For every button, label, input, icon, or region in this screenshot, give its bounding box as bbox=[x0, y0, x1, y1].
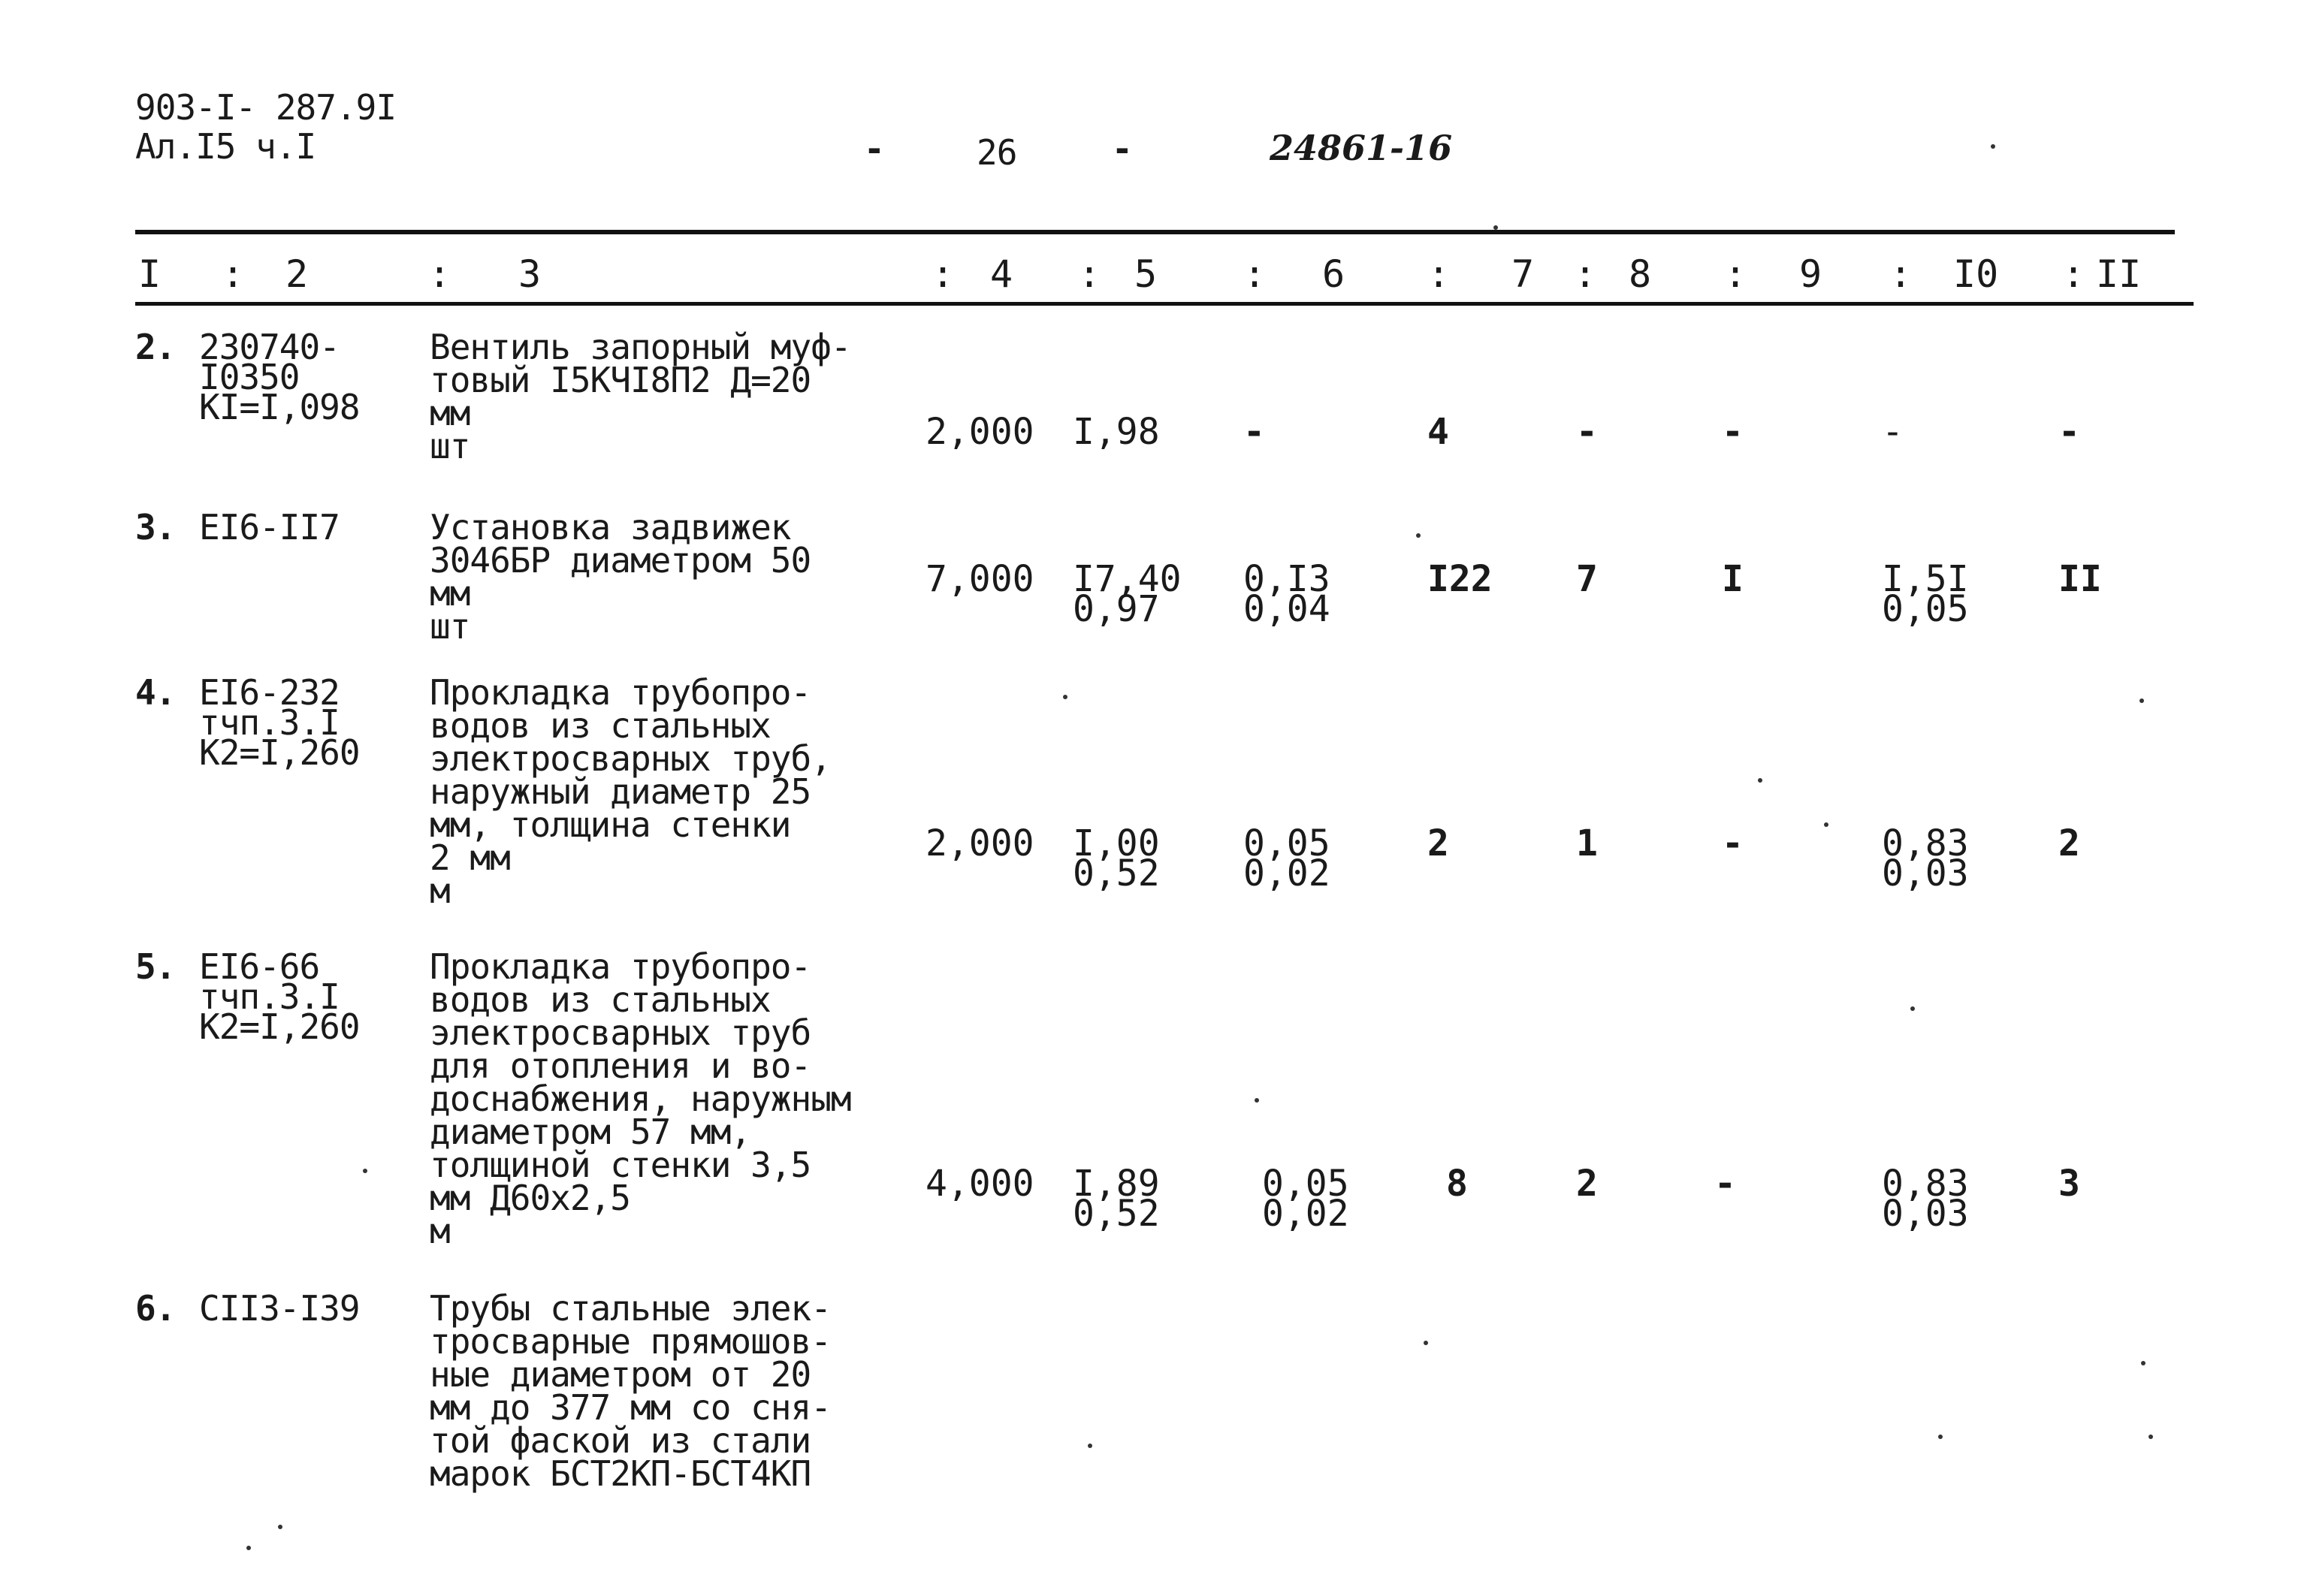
scan-speck bbox=[1910, 1006, 1915, 1011]
row-desc-line: марок БСТ2КП-БСТ4КП bbox=[430, 1453, 811, 1494]
handwritten-number: 24861-16 bbox=[1270, 128, 1453, 168]
row-desc-line: шт bbox=[430, 606, 470, 647]
cell-col8: 2 bbox=[1576, 1163, 1598, 1205]
row-desc-line: мм до 377 мм со сня- bbox=[430, 1387, 831, 1428]
row-desc-line: мм bbox=[430, 393, 470, 433]
row-desc-line: м bbox=[430, 1211, 450, 1251]
cell-col6-b: 0,04 bbox=[1243, 588, 1330, 630]
scan-speck bbox=[1063, 695, 1067, 699]
scan-speck bbox=[2141, 1361, 2145, 1365]
scan-speck bbox=[1758, 778, 1762, 783]
cell-col7: 4 bbox=[1427, 411, 1449, 453]
column-separator: : bbox=[1574, 252, 1597, 296]
row-code-line: EI6-66 bbox=[199, 946, 320, 987]
row-desc-line: мм bbox=[430, 573, 470, 614]
cell-col7: 2 bbox=[1427, 822, 1449, 864]
scan-speck bbox=[1824, 822, 1828, 827]
row-desc-line: мм Д60x2,5 bbox=[430, 1178, 630, 1218]
cell-col11: 3 bbox=[2058, 1163, 2080, 1205]
cell-col6-a: 0,05 bbox=[1262, 1163, 1349, 1205]
cell-col6-a: 0,I3 bbox=[1243, 558, 1330, 600]
row-desc-line: Прокладка трубопро- bbox=[430, 672, 811, 713]
column-separator: : bbox=[1427, 252, 1451, 296]
page-number: 26 bbox=[977, 132, 1017, 173]
row-desc-line: Вентиль запорный муф- bbox=[430, 327, 851, 367]
scan-speck bbox=[2148, 1435, 2153, 1439]
cell-col10-a: 0,83 bbox=[1882, 822, 1969, 864]
column-separator: : bbox=[2062, 252, 2085, 296]
scan-speck bbox=[1938, 1435, 1943, 1439]
scan-speck bbox=[1991, 144, 1995, 149]
cell-col10-a: - bbox=[1882, 411, 1904, 453]
cell-col6: - bbox=[1243, 411, 1265, 453]
scan-speck bbox=[1424, 1341, 1428, 1345]
cell-col4: 4,000 bbox=[926, 1163, 1034, 1205]
column-number: 6 bbox=[1322, 252, 1345, 296]
row-desc-line: диаметром 57 мм, bbox=[430, 1112, 751, 1152]
cell-col9: - bbox=[1722, 822, 1744, 864]
row-desc-line: толщиной стенки 3,5 bbox=[430, 1145, 811, 1185]
header-underline bbox=[135, 302, 2194, 306]
cell-col7: 8 bbox=[1446, 1163, 1468, 1205]
cell-col10-b: 0,05 bbox=[1882, 588, 1969, 630]
row-desc-line: наружный диаметр 25 bbox=[430, 771, 811, 812]
row-code-line: EI6-II7 bbox=[199, 507, 340, 548]
row-desc-line: 3046БР диаметром 50 bbox=[430, 540, 811, 581]
cell-col10-b: 0,03 bbox=[1882, 852, 1969, 895]
scan-speck bbox=[246, 1546, 251, 1550]
row-desc-line: шт bbox=[430, 426, 470, 466]
cell-col8: 7 bbox=[1576, 558, 1598, 600]
cell-col5-b: 0,52 bbox=[1073, 1193, 1160, 1235]
row-desc-line: для отопления и во- bbox=[430, 1045, 811, 1086]
row-number: 2. bbox=[135, 327, 176, 367]
row-number: 4. bbox=[135, 672, 176, 713]
cell-col5-a: I7,40 bbox=[1073, 558, 1182, 600]
column-number: 3 bbox=[518, 252, 542, 296]
cell-col9: I bbox=[1722, 558, 1744, 600]
column-number: 8 bbox=[1629, 252, 1652, 296]
column-number: 5 bbox=[1134, 252, 1158, 296]
scan-speck bbox=[278, 1525, 282, 1529]
row-number: 6. bbox=[135, 1288, 176, 1329]
header-dash-left: - bbox=[864, 128, 884, 169]
row-desc-line: водов из стальных bbox=[430, 705, 771, 746]
column-number: 4 bbox=[990, 252, 1013, 296]
row-desc-line: тросварные прямошов- bbox=[430, 1321, 831, 1362]
top-rule bbox=[135, 230, 2175, 234]
row-code-line: K2=I,260 bbox=[199, 1006, 360, 1047]
header-dash-right: - bbox=[1112, 128, 1132, 169]
scan-speck bbox=[1255, 1098, 1259, 1103]
scan-speck bbox=[1493, 225, 1498, 230]
row-code-line: KI=I,098 bbox=[199, 387, 360, 427]
column-number: 7 bbox=[1511, 252, 1535, 296]
row-desc-line: ные диаметром от 20 bbox=[430, 1354, 811, 1395]
cell-col8: 1 bbox=[1576, 822, 1598, 864]
row-desc-line: Прокладка трубопро- bbox=[430, 946, 811, 987]
column-separator: : bbox=[428, 252, 451, 296]
cell-col4: 2,000 bbox=[926, 822, 1034, 864]
row-desc-line: Установка задвижек bbox=[430, 507, 791, 548]
cell-col11: 2 bbox=[2058, 822, 2080, 864]
column-separator: : bbox=[1243, 252, 1267, 296]
column-separator: : bbox=[1889, 252, 1913, 296]
row-code-line: CII3-I39 bbox=[199, 1288, 360, 1329]
cell-col5-a: I,98 bbox=[1073, 411, 1160, 453]
column-separator: : bbox=[932, 252, 955, 296]
sheet-label: Ал.I5 ч.I bbox=[135, 126, 316, 167]
cell-col6-b: 0,02 bbox=[1262, 1193, 1349, 1235]
cell-col4: 7,000 bbox=[926, 558, 1034, 600]
cell-col5-a: I,00 bbox=[1073, 822, 1160, 864]
column-number: II bbox=[2096, 252, 2142, 296]
row-desc-line: Трубы стальные элек- bbox=[430, 1288, 831, 1329]
cell-col6-b: 0,02 bbox=[1243, 852, 1330, 895]
row-code-line: I0350 bbox=[199, 357, 300, 397]
row-desc-line: м bbox=[430, 870, 450, 911]
row-desc-line: электросварных труб bbox=[430, 1012, 811, 1053]
cell-col9: - bbox=[1714, 1163, 1736, 1205]
row-code-line: 230740- bbox=[199, 327, 340, 367]
row-number: 3. bbox=[135, 507, 176, 548]
cell-col6-a: 0,05 bbox=[1243, 822, 1330, 864]
cell-col10-a: I,5I bbox=[1882, 558, 1969, 600]
cell-col9: - bbox=[1722, 411, 1744, 453]
cell-col4: 2,000 bbox=[926, 411, 1034, 453]
row-desc-line: мм, толщина стенки bbox=[430, 804, 791, 845]
column-number: 2 bbox=[285, 252, 309, 296]
row-desc-line: электросварных труб, bbox=[430, 738, 831, 779]
scan-speck bbox=[363, 1169, 367, 1173]
cell-col5-b: 0,97 bbox=[1073, 588, 1160, 630]
document-code: 903-I- 287.9I bbox=[135, 87, 397, 128]
cell-col10-b: 0,03 bbox=[1882, 1193, 1969, 1235]
row-desc-line: водов из стальных bbox=[430, 979, 771, 1020]
cell-col10-a: 0,83 bbox=[1882, 1163, 1969, 1205]
row-code-line: тчп.3.I bbox=[199, 702, 340, 743]
cell-col5-a: I,89 bbox=[1073, 1163, 1160, 1205]
cell-col5-b: 0,52 bbox=[1073, 852, 1160, 895]
row-desc-line: 2 мм bbox=[430, 837, 510, 878]
column-separator: : bbox=[222, 252, 245, 296]
column-separator: : bbox=[1724, 252, 1747, 296]
column-separator: : bbox=[1078, 252, 1101, 296]
row-desc-line: доснабжения, наружным bbox=[430, 1079, 851, 1119]
cell-col8: - bbox=[1576, 411, 1598, 453]
scan-speck bbox=[1088, 1444, 1092, 1448]
row-number: 5. bbox=[135, 946, 176, 987]
column-number: 9 bbox=[1799, 252, 1822, 296]
row-code-line: тчп.3.I bbox=[199, 976, 340, 1017]
cell-col7: I22 bbox=[1427, 558, 1493, 600]
scan-speck bbox=[2139, 698, 2144, 703]
row-code-line: EI6-232 bbox=[199, 672, 340, 713]
row-desc-line: той фаской из стали bbox=[430, 1420, 811, 1461]
row-desc-line: товый I5КЧI8П2 Д=20 bbox=[430, 360, 811, 400]
column-number: I bbox=[138, 252, 162, 296]
scan-speck bbox=[1416, 533, 1421, 538]
row-code-line: K2=I,260 bbox=[199, 732, 360, 773]
cell-col11: - bbox=[2058, 411, 2080, 453]
cell-col11: II bbox=[2058, 558, 2102, 600]
column-number: I0 bbox=[1953, 252, 1999, 296]
